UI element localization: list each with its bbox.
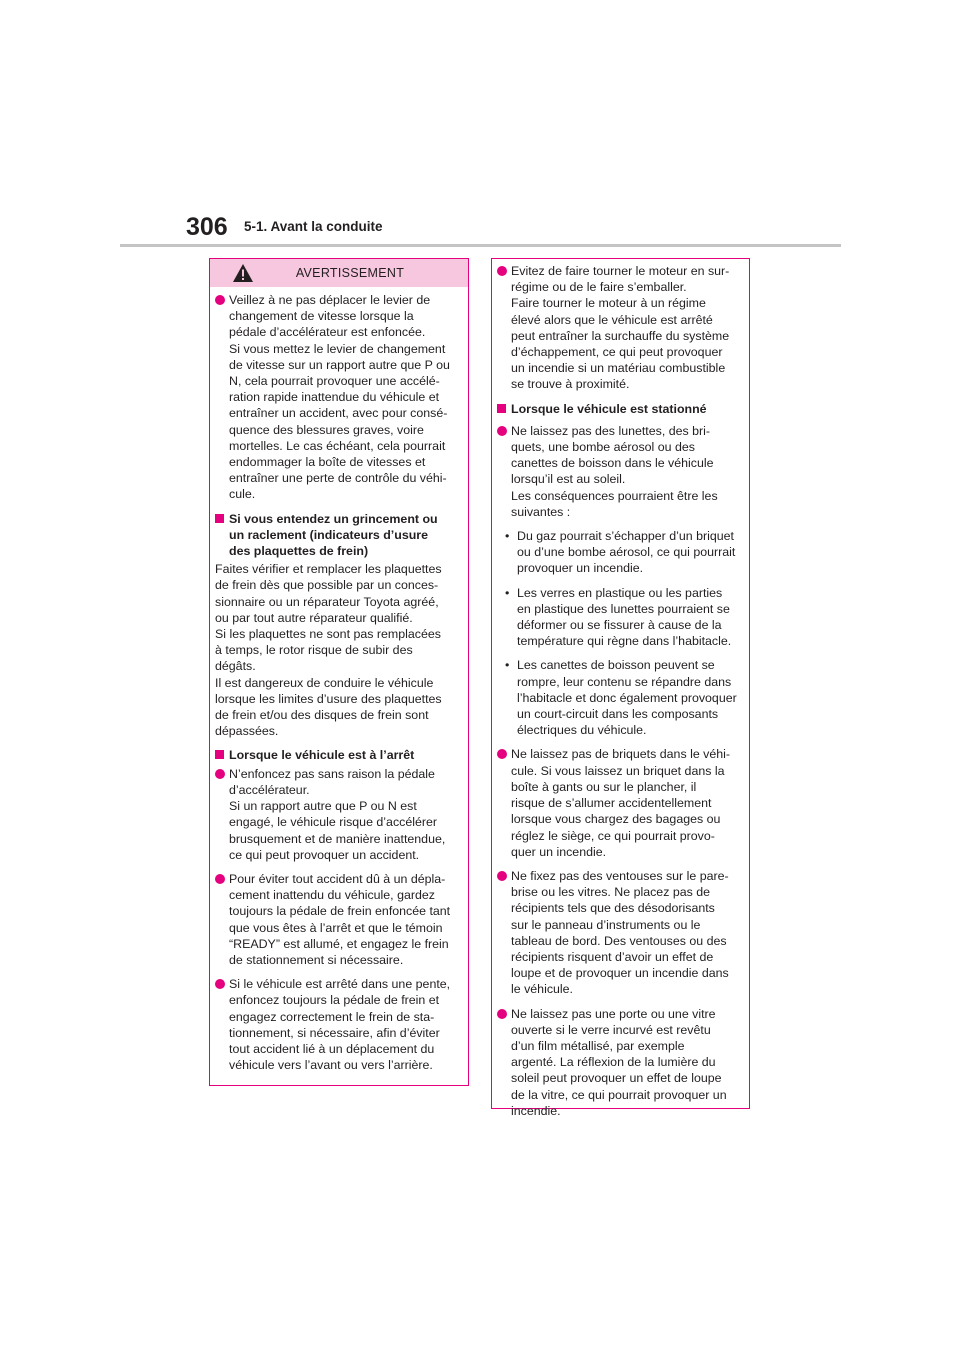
text-line: Les verres en plastique ou les parties (517, 585, 723, 600)
text-line: Il est dangereux de conduire le véhicule (215, 675, 434, 690)
text-line: Si vous mettez le levier de changement (229, 341, 446, 356)
text-line: sionnaire ou un réparateur Toyota agréé, (215, 594, 439, 609)
text-line: cement inattendu du véhicule, gardez (229, 888, 435, 903)
sub-item-text (517, 528, 743, 577)
warning-box-right (491, 258, 750, 1118)
text-line: de frein et/ou des disques de frein sont (215, 708, 429, 723)
text-line: Pour éviter tout accident dû à un dépla- (229, 871, 446, 886)
text-line: tableau de bord. Des ventouses ou des (511, 933, 727, 948)
text-line: N’enfoncez pas sans raison la pédale (229, 766, 435, 781)
bullet-item (497, 868, 743, 998)
text-line: à temps, le rotor risque de subir des (215, 643, 413, 658)
subheading (215, 511, 462, 560)
text-line: Faites vérifier et remplacer les plaquettes (215, 562, 442, 577)
text-line: suivantes : (511, 504, 571, 519)
bullet-item (215, 976, 462, 1073)
sub-item (497, 528, 743, 577)
text-line: ce qui peut provoquer un accident. (229, 847, 420, 862)
bullet-item (215, 766, 462, 863)
text-line: quets, une bombe aérosol ou des (511, 440, 695, 455)
text-line: ration rapide inattendue du véhicule et (229, 390, 440, 405)
text-line: Lorsque le véhicule est à l’arrêt (229, 748, 415, 763)
text-line: changement de vitesse lorsque la (229, 309, 414, 324)
bullet-text (511, 263, 743, 393)
text-line: véhicule vers l’avant ou vers l’arrière. (229, 1058, 433, 1073)
text-line: “READY” est allumé, et engagez le frein (229, 936, 449, 951)
sub-item-text (517, 585, 743, 650)
text-line: endommager la boîte de vitesses et (229, 455, 426, 470)
bullet-text (511, 868, 743, 998)
subheading (215, 747, 462, 763)
text-line: risque de s’allumer accidentellement (511, 796, 712, 811)
text-line: enfoncez toujours la pédale de frein et (229, 993, 440, 1008)
text-line: d’accélérateur. (229, 782, 310, 797)
text-line: Les conséquences pourraient être les (511, 488, 718, 503)
text-line: un incendie si un matériau combustible (511, 361, 726, 376)
text-line: déformer ou se fissurer à cause de la (517, 618, 722, 633)
bullet-text (229, 976, 462, 1073)
text-line: Lorsque le véhicule est stationné (511, 401, 707, 416)
bullet-mark: • (505, 658, 510, 673)
text-line: loupe et de provoquer un incendie dans (511, 966, 729, 981)
text-line: boîte à gants ou sur le plancher, il (511, 779, 697, 794)
text-line: élevé alors que le véhicule est arrêté (511, 312, 713, 327)
text-line: provoquer un incendie. (517, 561, 644, 576)
text-line: rompre, leur contenu se répandre dans (517, 674, 732, 689)
subheading (497, 401, 743, 417)
bullet-text (229, 871, 462, 968)
sub-item-text (517, 657, 743, 738)
subheading-text (229, 511, 462, 560)
text-line: quence des blessures graves, voire (229, 422, 424, 437)
text-line: Faire tourner le moteur à un régime (511, 296, 706, 311)
text-line: Veillez à ne pas déplacer le levier de (229, 293, 431, 307)
text-line: mortelles. Le cas échéant, cela pourrait (229, 438, 446, 453)
text-line: ou d’une bombe aérosol, ce qui pourrait (517, 545, 736, 560)
bullet-item (215, 292, 462, 503)
text-line: lorsqu’il est au soleil. (511, 472, 626, 487)
pink-dot-icon (215, 769, 225, 779)
text-line: régime ou de le faire s’emballer. (511, 280, 687, 295)
pink-dot-icon (497, 426, 507, 436)
text-line: cule. (229, 487, 256, 502)
text-line: Evitez de faire tourner le moteur en sur- (511, 264, 730, 278)
text-line: pédale d’accélérateur est enfoncée. (229, 325, 426, 340)
text-line: réglez le siège, ce qui pourrait provo- (511, 828, 715, 843)
pink-dot-icon (215, 874, 225, 884)
text-line: entraîner une perte de contrôle du véhi- (229, 471, 447, 486)
text-line: engagé, le véhicule risque d’accélérer (229, 815, 438, 830)
warning-header (210, 259, 468, 287)
bullet-mark: • (505, 529, 510, 544)
text-line: lorsque vous chargez des bagages ou (511, 812, 721, 827)
paragraph (215, 561, 462, 739)
text-line: canettes de boisson dans le véhicule (511, 456, 714, 471)
text-line: soleil peut provoquer un effet de loupe (511, 1071, 722, 1086)
text-line: brise ou les vitres. Ne placez pas de (511, 885, 711, 900)
bullet-item (215, 871, 462, 968)
text-line: entraîner un accident, avec pour consé- (229, 406, 448, 421)
warning-triangle-icon (232, 263, 254, 283)
pink-dot-icon (497, 266, 507, 276)
text-line: cule. Si vous laissez un briquet dans la (511, 763, 725, 778)
bullet-text (511, 1006, 743, 1119)
bullet-item (497, 423, 743, 520)
bullet-text (229, 292, 462, 503)
text-line: Ne laissez pas une porte ou une vitre (511, 1006, 716, 1021)
text-line: sur le panneau d’instruments ou le (511, 917, 701, 932)
text-line: Si un rapport autre que P ou N est (229, 799, 417, 814)
text-line: peut entraîner la surchauffe du système (511, 328, 730, 343)
text-line: argenté. La réflexion de la lumière du (511, 1055, 716, 1070)
warning-box-left (209, 258, 469, 1086)
pink-square-icon (215, 750, 224, 759)
text-line: de frein dès que possible par un conces- (215, 578, 439, 593)
text-line: un raclement (indicateurs d’usure (229, 527, 428, 542)
text-line: récipients tels que des désodorisants (511, 901, 715, 916)
text-line: dépassées. (215, 724, 279, 739)
bullet-text (229, 766, 462, 863)
bullet-item (497, 746, 743, 859)
bullet-item (497, 263, 743, 393)
sub-item (497, 585, 743, 650)
pink-dot-icon (215, 295, 225, 305)
pink-dot-icon (497, 871, 507, 881)
bullet-text (511, 746, 743, 859)
pink-dot-icon (497, 1009, 507, 1019)
text-line: se trouve à proximité. (511, 377, 630, 392)
text-line: d’un film métallisé, par exemple (511, 1038, 685, 1053)
text-line: des plaquettes de frein) (229, 544, 369, 559)
text-line: quer un incendie. (511, 844, 607, 859)
text-line: lorsque les limites d’usure des plaquettes (215, 691, 442, 706)
text-line: Si les plaquettes ne sont pas remplacées (215, 627, 441, 642)
text-line: de vitesse sur un rapport autre que P ou (229, 357, 450, 372)
bullet-item (497, 1006, 743, 1119)
warning-title: AVERTISSEMENT (295, 265, 405, 280)
text-line: d’échappement, ce qui peut provoquer (511, 345, 723, 360)
text-line: engagez correctement le frein de sta- (229, 1009, 435, 1024)
text-line: tout accident lié à un déplacement du (229, 1041, 435, 1056)
text-line: un court-circuit dans les composants (517, 707, 719, 722)
bullet-text (511, 423, 743, 520)
text-line: température qui règne dans l’habitacle. (517, 634, 732, 649)
text-line: l’habitacle et donc également provoquer (517, 690, 737, 705)
text-line: N, cela pourrait provoquer une accélé- (229, 374, 440, 389)
text-line: Ne laissez pas des lunettes, des bri- (511, 423, 711, 438)
section-title: 5-1. Avant la conduite (244, 219, 383, 234)
text-line: Du gaz pourrait s’échapper d’un briquet (517, 529, 734, 544)
text-line: dégâts. (215, 659, 256, 674)
pink-dot-icon (215, 979, 225, 989)
sub-item (497, 657, 743, 738)
pink-dot-icon (497, 749, 507, 759)
text-line: brusquement et de manière inattendue, (229, 831, 446, 846)
header-rule (120, 244, 841, 247)
subheading-text (511, 401, 743, 417)
text-line: incendie. (511, 1103, 561, 1118)
text-line: Les canettes de boisson peuvent se (517, 658, 715, 673)
subheading-text (229, 747, 462, 763)
text-line: le véhicule. (511, 982, 573, 997)
text-line: récipients risquent d’avoir un effet de (511, 949, 714, 964)
text-line: ou par tout autre réparateur qualifié. (215, 610, 413, 625)
text-line: de stationnement si nécessaire. (229, 952, 404, 967)
page-number: 306 (186, 213, 228, 241)
text-line: en plastique des lunettes pourraient se (517, 601, 730, 616)
text-line: Ne laissez pas de briquets dans le véhi- (511, 747, 731, 762)
text-line: Si le véhicule est arrêté dans une pente, (229, 977, 451, 992)
text-line: de la vitre, ce qui pourrait provoquer un (511, 1087, 727, 1102)
text-line: Ne fixez pas des ventouses sur le pare- (511, 868, 729, 883)
warning-content-right (492, 259, 749, 1119)
warning-content-left (210, 287, 468, 1073)
pink-square-icon (497, 404, 506, 413)
text-line: ouverte si le verre incurvé est revêtu (511, 1022, 711, 1037)
text-line: toujours la pédale de frein enfoncée tant (229, 904, 451, 919)
bullet-mark: • (505, 585, 510, 600)
text-line: Si vous entendez un grincement ou (229, 511, 438, 526)
text-line: électriques du véhicule. (517, 723, 647, 738)
text-line: tionnement, si nécessaire, afin d’éviter (229, 1025, 440, 1040)
text-line: que vous êtes à l’arrêt et que le témoin (229, 920, 443, 935)
pink-square-icon (215, 514, 224, 523)
